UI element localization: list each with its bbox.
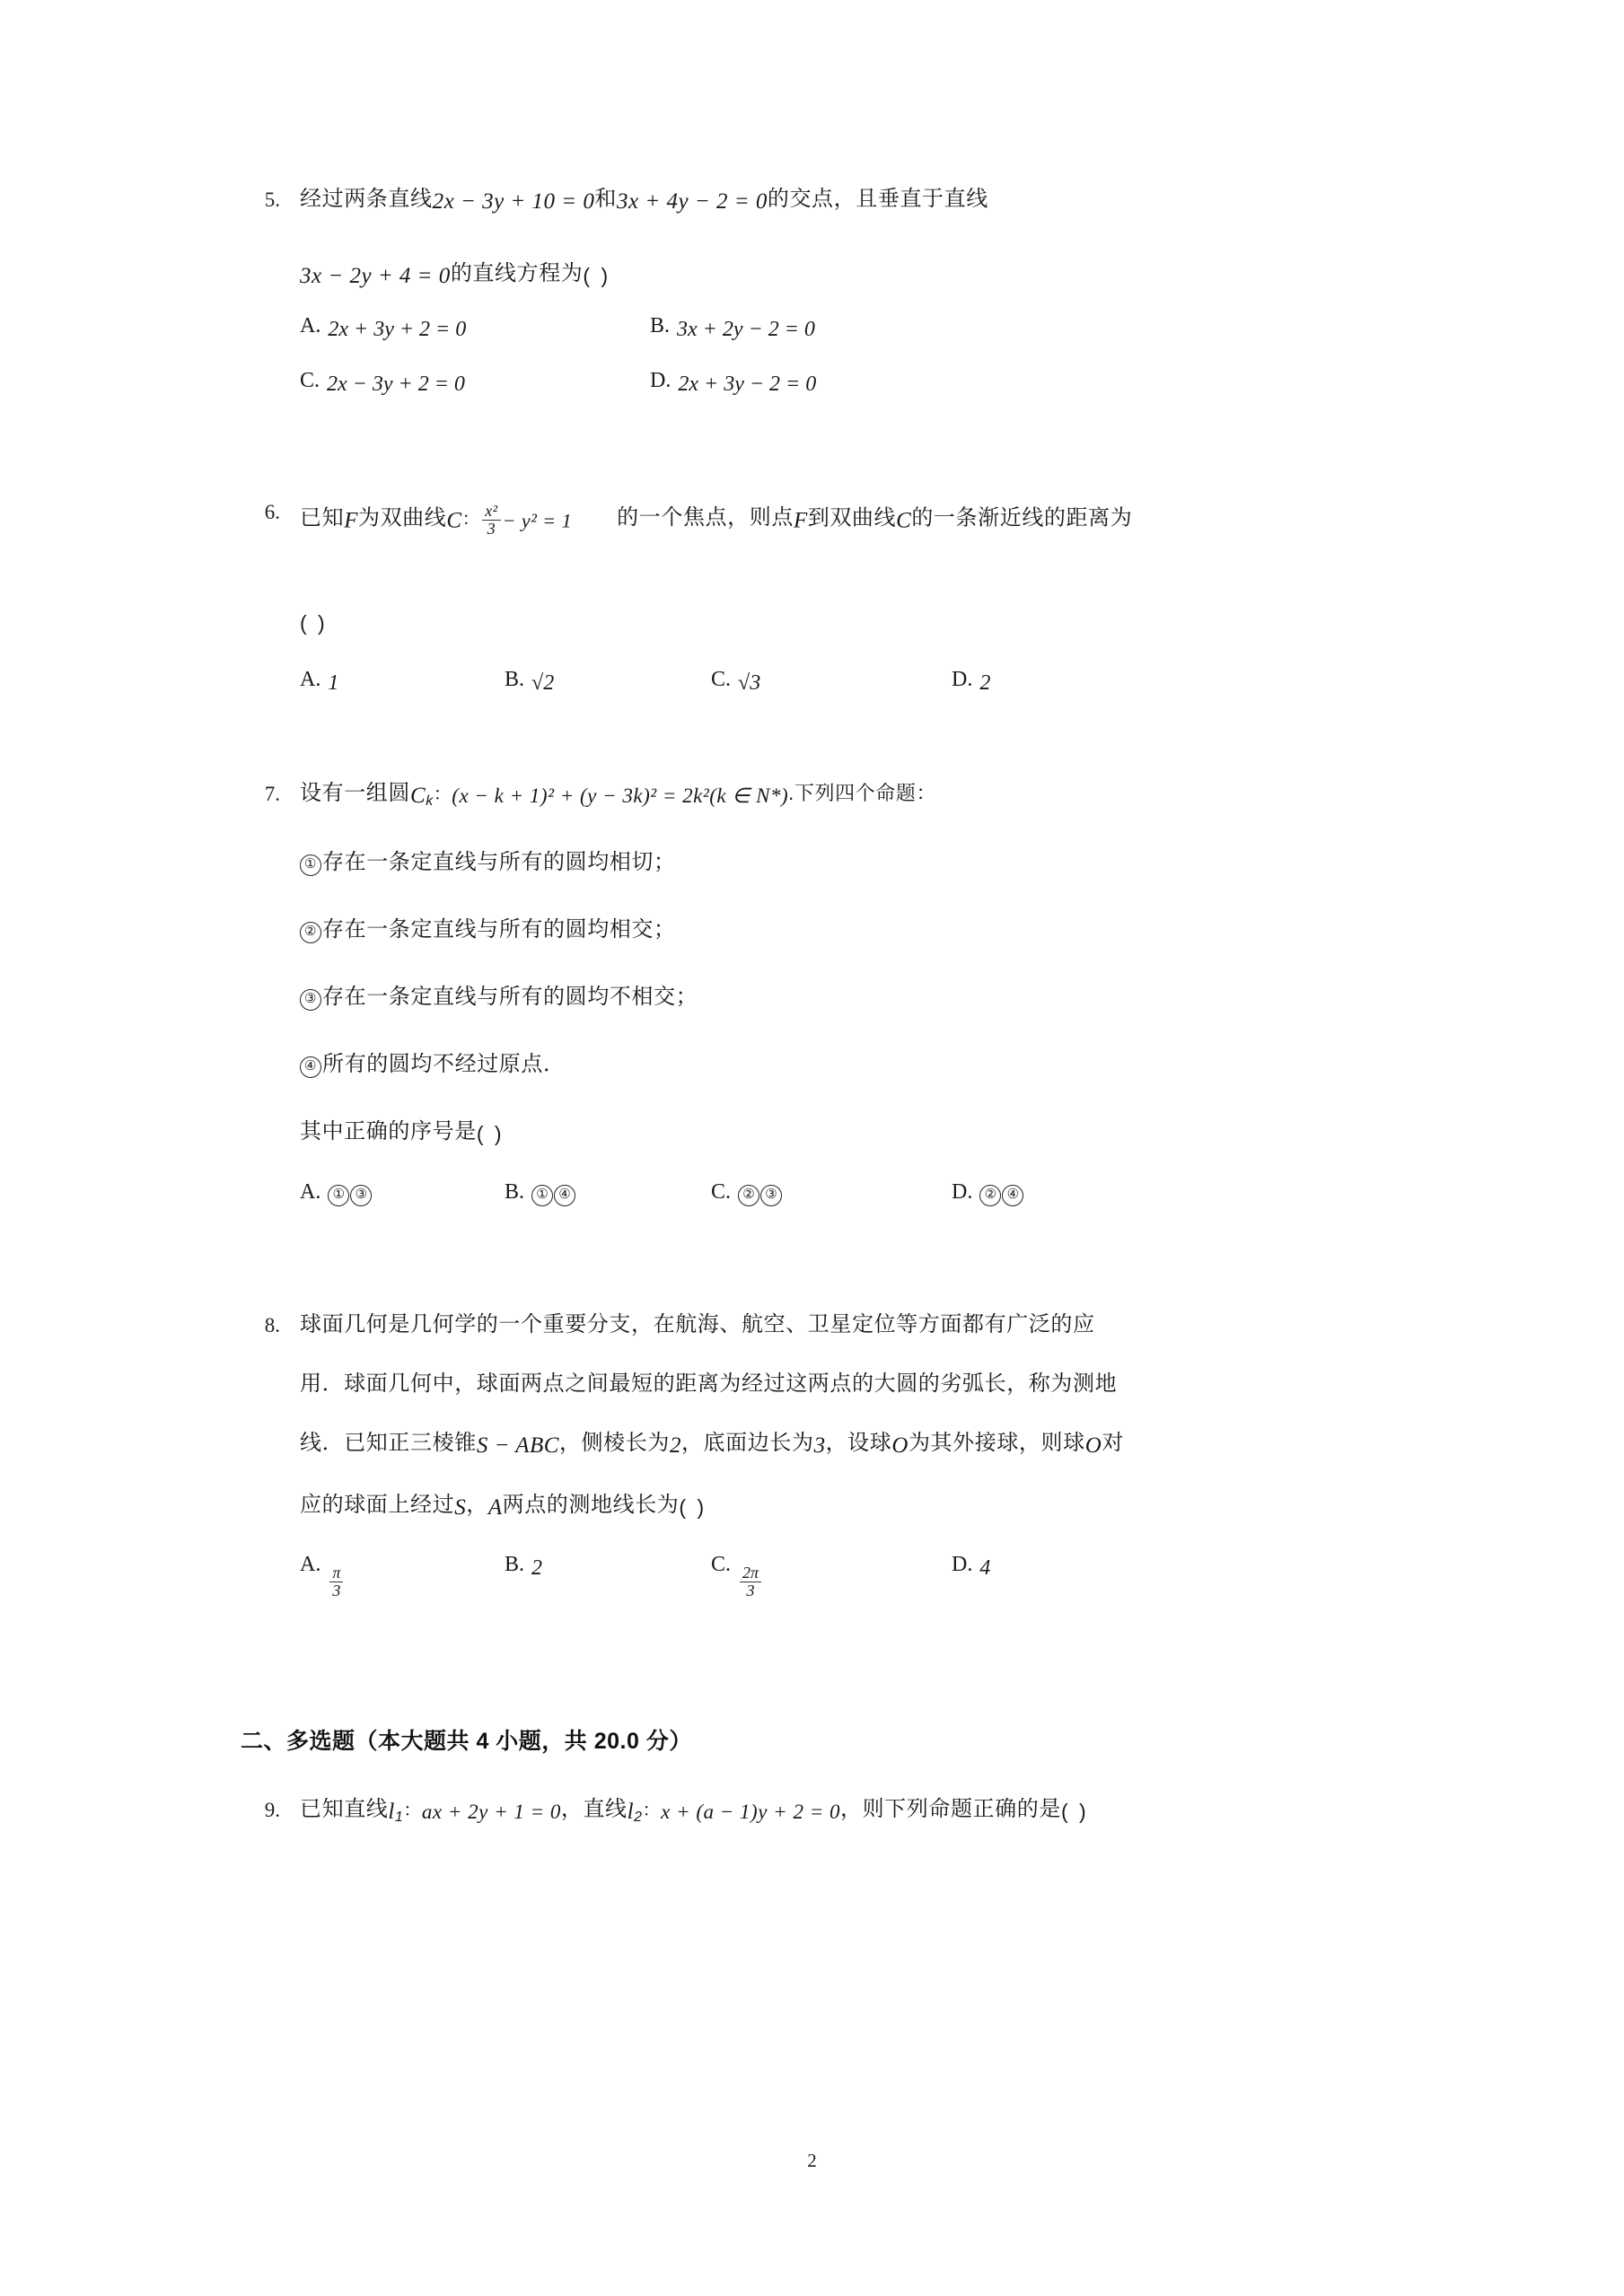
page-number: 2 [807,2150,817,2171]
q8-line-4c: 两点的测地线长为 [502,1493,680,1517]
q6-fraction-den: 3 [487,520,496,539]
q7-prop-4-text: 所有的圆均不经过原点． [322,1051,566,1076]
q5-option-a-label: A. [300,314,321,337]
q9-colon-1: ： [403,1801,422,1820]
q6-stem-2: 为双曲线 [357,505,447,530]
q7-option-b-mark-1: ① [531,1185,553,1206]
q8-option-a[interactable] [300,1553,505,1600]
q7-option-b-label: B. [505,1179,525,1204]
q8-line-2: 用．球面几何中，球面两点之间最短的距离为经过这两点的大圆的劣弧长，称为测地 [300,1371,1118,1396]
q7-var-ck: C [410,784,426,808]
q8-option-c-num: 2π [740,1564,761,1582]
q5-option-c[interactable] [300,369,650,396]
q9-l1: l [388,1800,395,1824]
q8-option-c-label: C. [711,1553,732,1576]
q7-prop-1-mark: ① [300,854,321,876]
q6-option-a-value: 1 [328,670,339,695]
q5-option-b[interactable] [650,314,815,341]
q7-prop-3-text: 存在一条定直线与所有的圆均不相交； [322,984,698,1009]
q6-option-a-label: A. [300,667,321,691]
q8-line-1: 球面几何是几何学的一个重要分支，在航海、航空、卫星定位等方面都有广泛的应 [300,1312,1095,1336]
q7-prop-2-text: 存在一条定直线与所有的圆均相交； [322,916,676,942]
q8-option-a-den: 3 [332,1582,341,1600]
q8-option-c[interactable] [711,1553,952,1600]
q6-stem-3: 的一个焦点，则点 [617,505,794,530]
q7-option-a-mark-2: ③ [350,1185,372,1206]
q8-option-a-num: π [329,1564,343,1582]
q5-option-b-value: 3x + 2y − 2 = 0 [677,318,815,341]
q5-eq-3: 3x − 2y + 4 = 0 [300,264,451,288]
q6-var-f: F [344,508,358,533]
q6-option-b[interactable] [505,667,711,695]
q5-options-row-2 [300,369,1390,396]
q7-option-a[interactable] [300,1180,505,1206]
q6-option-c[interactable] [711,667,952,695]
q7-prop-2-mark: ② [300,922,321,943]
q8-line-3c: ，底面边长为 [680,1431,814,1455]
q6-stem-1: 已知 [300,505,345,530]
q8-line-3-m1: S − ABC [476,1433,559,1458]
q6-stem-4: 到双曲线 [807,505,897,530]
q8-line-4a: 应的球面上经过 [300,1493,455,1517]
q8-option-a-label: A. [300,1553,321,1576]
q9-l1-sub: 1 [394,1809,404,1825]
q7-prop-4-mark: ④ [300,1056,321,1078]
q5-stem-2: 和 [594,187,618,211]
question-8 [241,1314,1390,1691]
q5-eq-1: 2x − 3y + 10 = 0 [432,189,595,214]
q8-line-3-m5: O [1084,1433,1102,1458]
q8-option-a-fraction [329,1564,343,1600]
q7-stem-1: 设有一组圆 [300,781,410,805]
q8-option-b-label: B. [505,1553,525,1576]
q8-option-c-den: 3 [746,1582,755,1600]
q6-option-c-value: √3 [738,670,761,695]
q6-option-d-label: D. [952,667,973,691]
q8-line-3d: ，设球 [825,1431,892,1455]
question-9 [241,1799,1390,1825]
q8-line-4-m1: S [454,1495,467,1520]
question-6-body [300,501,1390,695]
q7-prop-3-mark: ③ [300,989,321,1011]
q6-option-a[interactable] [300,667,505,695]
q9-l2-sub: 2 [634,1809,643,1825]
q5-option-d[interactable] [650,369,817,396]
question-8-body [300,1312,1390,1600]
q5-option-d-value: 2x + 3y − 2 = 0 [678,372,817,396]
q9-part-1: 已知直线 [300,1797,389,1821]
q7-eq: (x − k + 1)² + (y − 3k)² = 2k²(k ∈ N*) [452,784,789,807]
q8-line-3-m4: O [891,1433,909,1458]
q7-answer-paren: ( ) [476,1121,505,1145]
q8-option-d[interactable] [952,1553,990,1593]
question-6-number: 6. [264,501,280,523]
q7-option-c[interactable] [711,1180,952,1206]
q6-eq-tail: − y² = 1 [502,509,573,532]
q6-option-d[interactable] [952,667,991,695]
question-7 [241,783,1390,1294]
q8-line-3a: 线．已知正三棱锥 [300,1431,477,1455]
q7-colon: ： [433,784,452,804]
question-8-number: 8. [264,1314,280,1336]
q7-option-d-mark-1: ② [979,1185,1001,1206]
q7-option-d[interactable] [952,1180,1024,1206]
q6-var-c2: C [896,508,912,533]
question-7-body [300,783,1390,1206]
q6-var-c: C [446,508,462,533]
q6-options-row [300,667,1390,695]
q7-options-row [300,1180,1390,1206]
q9-part-3: ，则下列命题正确的是 [839,1797,1061,1821]
question-9-number: 9. [264,1799,280,1821]
section-two-heading-wrap [241,1723,1390,1756]
q8-answer-paren: ( ) [679,1495,707,1519]
q7-prop-1-text: 存在一条定直线与所有的圆均相切； [322,849,676,874]
q6-option-b-label: B. [505,667,525,691]
q8-option-b-value: 2 [531,1556,543,1580]
q6-fraction [482,503,500,539]
q8-line-3-m3: 3 [813,1433,826,1458]
q5-stem-3: 的交点，且垂直于直线 [767,187,988,211]
q9-colon-2: ： [642,1801,662,1820]
q7-option-c-mark-2: ③ [760,1185,782,1206]
q7-option-c-mark-1: ② [738,1185,759,1206]
section-two-heading: 二、多选题（本大题共 4 小题，共 20.0 分） [241,1729,692,1754]
q7-tail: 其中正确的序号是 [300,1118,477,1144]
q6-fraction-num: x² [482,503,500,521]
q8-option-b[interactable] [505,1553,711,1593]
q7-option-a-mark-1: ① [328,1185,349,1206]
q7-stem-2: .下列四个命题： [788,782,937,804]
q8-line-4-m2: A [487,1495,503,1520]
q5-option-d-label: D. [650,369,672,392]
q8-line-4b: ， [466,1493,488,1517]
q6-option-b-value: √2 [531,670,555,695]
q7-option-b-mark-2: ④ [554,1185,575,1206]
q8-line-3f: 对 [1102,1431,1124,1455]
q7-option-b[interactable] [505,1180,711,1206]
question-6 [241,501,1390,758]
q8-option-c-fraction [740,1564,761,1600]
q9-l2: l [627,1800,635,1824]
q6-colon: ： [461,509,481,530]
q6-option-c-label: C. [711,667,732,691]
q8-line-3e: 为其外接球，则球 [908,1431,1085,1455]
q5-stem-1: 经过两条直线 [300,187,433,211]
q5-option-b-label: B. [650,314,671,337]
q5-option-c-value: 2x − 3y + 2 = 0 [327,372,465,396]
q6-var-f2: F [793,508,808,533]
q6-option-d-value: 2 [979,670,991,695]
q8-line-3-m2: 2 [669,1433,681,1458]
q5-answer-paren: ( ) [583,264,611,287]
q7-option-c-label: C. [711,1179,732,1204]
question-9-body [300,1799,1390,1825]
q6-stem-5: 的一条渐近线的距离为 [911,505,1133,530]
q5-option-a-value: 2x + 3y + 2 = 0 [328,318,467,341]
q5-option-a[interactable] [300,314,650,341]
question-7-number: 7. [264,783,280,805]
q9-answer-paren: ( ) [1060,1800,1089,1823]
q7-option-d-label: D. [952,1179,973,1204]
q9-eq-1: ax + 2y + 1 = 0 [421,1801,561,1823]
question-5-body [300,187,1390,396]
question-5-number: 5. [264,188,280,211]
q9-part-2: ，直线 [560,1797,628,1821]
q7-option-a-label: A. [300,1179,321,1204]
page-content [241,188,1390,1825]
q7-option-d-mark-2: ④ [1002,1185,1023,1206]
q5-stem-4: 的直线方程为 [450,261,584,285]
q9-eq-2: x + (a − 1)y + 2 = 0 [661,1801,840,1823]
q5-eq-2: 3x + 4y − 2 = 0 [617,189,768,214]
q8-option-d-value: 4 [979,1556,991,1580]
question-5 [241,188,1390,458]
q8-options-row [300,1553,1390,1600]
q7-var-ck-sub: k [426,793,434,809]
q8-option-d-label: D. [952,1553,973,1576]
q8-line-3b: ，侧棱长为 [558,1431,670,1455]
q6-answer-paren: ( ) [300,610,328,635]
q5-option-c-label: C. [300,369,320,392]
q5-options-row-1 [300,314,1390,341]
